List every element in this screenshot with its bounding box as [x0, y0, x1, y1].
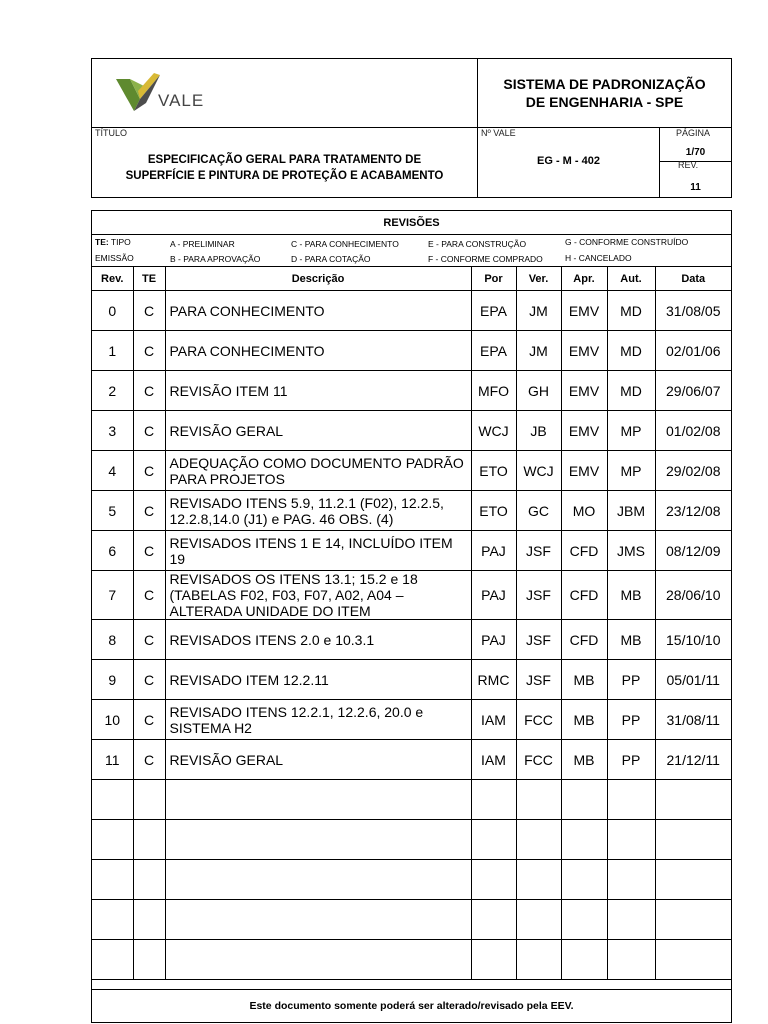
cell-por: EPA — [471, 291, 516, 331]
system-title-line1: SISTEMA DE PADRONIZAÇÃO — [503, 76, 706, 92]
cell-data: 05/01/11 — [655, 660, 731, 700]
table-row — [92, 740, 731, 780]
empty-cell — [165, 820, 471, 860]
empty-table-row — [92, 820, 731, 860]
cell-apr: CFD — [561, 531, 607, 571]
empty-table-row — [92, 900, 731, 940]
empty-cell — [165, 940, 471, 980]
legend-b: B - PARA APROVAÇÃO — [170, 254, 261, 264]
empty-cell — [133, 940, 165, 980]
cell-ver: JSF — [516, 620, 561, 660]
cell-apr: EMV — [561, 451, 607, 491]
empty-cell — [92, 900, 133, 940]
table-row — [92, 291, 731, 331]
col-header-desc: Descrição — [165, 267, 471, 291]
empty-cell — [607, 900, 655, 940]
empty-cell — [471, 860, 516, 900]
legend-e: E - PARA CONSTRUÇÃO — [428, 239, 527, 249]
cell-te: C — [133, 451, 165, 491]
empty-cell — [655, 900, 731, 940]
cell-desc: REVISÃO GERAL — [165, 740, 471, 780]
empty-cell — [133, 780, 165, 820]
cell-apr: EMV — [561, 331, 607, 371]
cell-por: MFO — [471, 371, 516, 411]
cell-ver: WCJ — [516, 451, 561, 491]
cell-desc: REVISADOS OS ITENS 13.1; 15.2 e 18 (TABELAS F02, F03, F07, A02, A04 – ALTERADA UNIDADE DO ITEM — [165, 571, 471, 620]
vale-number-label: Nº VALE — [481, 128, 516, 138]
legend-te-key: TE: — [95, 237, 109, 247]
cell-rev: 5 — [92, 491, 133, 531]
col-header-te: TE — [133, 267, 165, 291]
page-cell — [660, 128, 731, 162]
cell-ver: JM — [516, 291, 561, 331]
table-row — [92, 620, 731, 660]
empty-cell — [471, 900, 516, 940]
table-row — [92, 660, 731, 700]
legend-a: A - PRELIMINAR — [170, 239, 235, 249]
empty-table-row — [92, 940, 731, 980]
cell-aut: MD — [607, 331, 655, 371]
cell-por: PAJ — [471, 620, 516, 660]
empty-cell — [516, 820, 561, 860]
cell-aut: JMS — [607, 531, 655, 571]
cell-aut: MD — [607, 291, 655, 331]
col-header-apr: Apr. — [561, 267, 607, 291]
empty-cell — [561, 820, 607, 860]
table-row — [92, 491, 731, 531]
cell-rev: 2 — [92, 371, 133, 411]
cell-desc: REVISÃO ITEM 11 — [165, 371, 471, 411]
cell-por: IAM — [471, 700, 516, 740]
cell-te: C — [133, 740, 165, 780]
cell-data: 31/08/05 — [655, 291, 731, 331]
cell-rev: 3 — [92, 411, 133, 451]
cell-data: 29/06/07 — [655, 371, 731, 411]
empty-cell — [655, 820, 731, 860]
cell-ver: JSF — [516, 660, 561, 700]
empty-cell — [471, 940, 516, 980]
col-header-por: Por — [471, 267, 516, 291]
revisions-title: REVISÕES — [92, 211, 731, 235]
empty-cell — [471, 820, 516, 860]
cell-desc: PARA CONHECIMENTO — [165, 331, 471, 371]
empty-cell — [165, 780, 471, 820]
cell-rev: 4 — [92, 451, 133, 491]
title-cell — [92, 128, 478, 197]
col-header-data: Data — [655, 267, 731, 291]
cell-ver: JSF — [516, 571, 561, 620]
cell-desc: REVISADO ITEM 12.2.11 — [165, 660, 471, 700]
col-header-ver: Ver. — [516, 267, 561, 291]
empty-cell — [561, 940, 607, 980]
page-label: PÁGINA — [676, 128, 711, 138]
cell-te: C — [133, 411, 165, 451]
cell-desc: REVISADOS ITENS 1 E 14, INCLUÍDO ITEM 19 — [165, 531, 471, 571]
revisions-table — [92, 267, 731, 980]
cell-apr: MB — [561, 740, 607, 780]
empty-cell — [607, 940, 655, 980]
legend-d: D - PARA COTAÇÃO — [291, 254, 371, 264]
legend-h: H - CANCELADO — [565, 253, 632, 263]
cell-apr: CFD — [561, 620, 607, 660]
revision-cell — [660, 162, 731, 197]
empty-cell — [92, 940, 133, 980]
cell-por: PAJ — [471, 571, 516, 620]
table-row — [92, 371, 731, 411]
cell-ver: GC — [516, 491, 561, 531]
cell-ver: FCC — [516, 740, 561, 780]
cell-apr: CFD — [561, 571, 607, 620]
legend-emissao: EMISSÃO — [95, 253, 134, 263]
cell-desc: REVISADO ITENS 12.2.1, 12.2.6, 20.0 e SISTEMA H2 — [165, 700, 471, 740]
cell-apr: EMV — [561, 411, 607, 451]
cell-rev: 7 — [92, 571, 133, 620]
cell-apr: EMV — [561, 371, 607, 411]
col-header-rev: Rev. — [92, 267, 133, 291]
cell-aut: JBM — [607, 491, 655, 531]
cell-rev: 9 — [92, 660, 133, 700]
legend-g: G - CONFORME CONSTRUÍDO — [565, 237, 689, 247]
table-header-row — [92, 267, 731, 291]
cell-por: RMC — [471, 660, 516, 700]
cell-aut: MP — [607, 451, 655, 491]
empty-cell — [165, 900, 471, 940]
cell-aut: MB — [607, 620, 655, 660]
vale-number-value: EG - M - 402 — [537, 155, 600, 167]
empty-cell — [655, 780, 731, 820]
cell-ver: JB — [516, 411, 561, 451]
empty-cell — [92, 780, 133, 820]
cell-ver: JSF — [516, 531, 561, 571]
cell-ver: JM — [516, 331, 561, 371]
cell-por: WCJ — [471, 411, 516, 451]
legend-f: F - CONFORME COMPRADO — [428, 254, 543, 264]
cell-data: 15/10/10 — [655, 620, 731, 660]
legend-te-rest: TIPO — [108, 237, 131, 247]
cell-te: C — [133, 571, 165, 620]
cell-data: 21/12/11 — [655, 740, 731, 780]
cell-ver: FCC — [516, 700, 561, 740]
revisions-table-body — [92, 291, 731, 980]
cell-data: 23/12/08 — [655, 491, 731, 531]
table-row — [92, 331, 731, 371]
document-title-line2: SUPERFÍCIE E PINTURA DE PROTEÇÃO E ACABAMENTO — [125, 170, 444, 182]
cell-data: 31/08/11 — [655, 700, 731, 740]
page-value: 1/70 — [685, 147, 706, 158]
cell-te: C — [133, 700, 165, 740]
empty-table-row — [92, 860, 731, 900]
empty-cell — [516, 860, 561, 900]
cell-aut: MB — [607, 571, 655, 620]
cell-desc: REVISADO ITENS 5.9, 11.2.1 (F02), 12.2.5, 12.2.8,14.0 (J1) e PAG. 46 OBS. (4) — [165, 491, 471, 531]
cell-te: C — [133, 371, 165, 411]
empty-cell — [655, 940, 731, 980]
cell-data: 02/01/06 — [655, 331, 731, 371]
issue-type-legend — [92, 235, 731, 267]
vale-logo-icon — [116, 73, 162, 113]
cell-rev: 1 — [92, 331, 133, 371]
empty-cell — [516, 780, 561, 820]
cell-por: ETO — [471, 451, 516, 491]
cell-desc: ADEQUAÇÃO COMO DOCUMENTO PADRÃO PARA PROJETOS — [165, 451, 471, 491]
cell-por: IAM — [471, 740, 516, 780]
cell-rev: 6 — [92, 531, 133, 571]
table-row — [92, 700, 731, 740]
table-row — [92, 451, 731, 491]
table-row — [92, 531, 731, 571]
cell-te: C — [133, 491, 165, 531]
legend-te-label — [95, 237, 131, 247]
empty-cell — [655, 860, 731, 900]
cell-data: 29/02/08 — [655, 451, 731, 491]
empty-cell — [92, 860, 133, 900]
cell-data: 08/12/09 — [655, 531, 731, 571]
empty-cell — [516, 900, 561, 940]
cell-te: C — [133, 620, 165, 660]
cell-aut: MP — [607, 411, 655, 451]
cell-apr: EMV — [561, 291, 607, 331]
empty-table-row — [92, 780, 731, 820]
empty-cell — [561, 780, 607, 820]
document-title — [92, 152, 477, 184]
cell-desc: PARA CONHECIMENTO — [165, 291, 471, 331]
cell-por: ETO — [471, 491, 516, 531]
revision-label: REV. — [678, 160, 699, 170]
cell-te: C — [133, 291, 165, 331]
cell-rev: 8 — [92, 620, 133, 660]
cell-te: C — [133, 660, 165, 700]
vale-number-cell — [478, 128, 660, 197]
cell-data: 01/02/08 — [655, 411, 731, 451]
cell-aut: PP — [607, 700, 655, 740]
empty-cell — [607, 860, 655, 900]
empty-cell — [92, 820, 133, 860]
cell-aut: PP — [607, 660, 655, 700]
title-label: TÍTULO — [95, 128, 128, 138]
table-row — [92, 411, 731, 451]
vale-logo-text: VALE — [158, 91, 205, 110]
empty-cell — [607, 780, 655, 820]
cell-por: EPA — [471, 331, 516, 371]
cell-apr: MO — [561, 491, 607, 531]
empty-cell — [516, 940, 561, 980]
cell-por: PAJ — [471, 531, 516, 571]
empty-cell — [133, 860, 165, 900]
document-title-line1: ESPECIFICAÇÃO GERAL PARA TRATAMENTO DE — [147, 154, 422, 166]
cell-te: C — [133, 331, 165, 371]
revision-value: 11 — [690, 182, 701, 193]
legend-c: C - PARA CONHECIMENTO — [291, 239, 399, 249]
cell-apr: MB — [561, 660, 607, 700]
empty-cell — [133, 900, 165, 940]
cell-desc: REVISÃO GERAL — [165, 411, 471, 451]
col-header-aut: Aut. — [607, 267, 655, 291]
cell-desc: REVISADOS ITENS 2.0 e 10.3.1 — [165, 620, 471, 660]
cell-apr: MB — [561, 700, 607, 740]
empty-cell — [165, 860, 471, 900]
system-title-line2: DE ENGENHARIA - SPE — [525, 94, 684, 110]
cell-rev: 10 — [92, 700, 133, 740]
system-title — [478, 59, 731, 128]
empty-cell — [471, 780, 516, 820]
revisions-section — [91, 210, 732, 1023]
cell-rev: 11 — [92, 740, 133, 780]
footer-note: Este documento somente poderá ser alterado/revisado pela EEV. — [92, 989, 731, 1022]
empty-cell — [133, 820, 165, 860]
table-row — [92, 571, 731, 620]
empty-cell — [607, 820, 655, 860]
cell-aut: MD — [607, 371, 655, 411]
empty-cell — [561, 860, 607, 900]
logo-cell — [92, 59, 478, 128]
cell-te: C — [133, 531, 165, 571]
cell-ver: GH — [516, 371, 561, 411]
cell-data: 28/06/10 — [655, 571, 731, 620]
cell-aut: PP — [607, 740, 655, 780]
document-header — [91, 58, 732, 198]
empty-cell — [561, 900, 607, 940]
cell-rev: 0 — [92, 291, 133, 331]
